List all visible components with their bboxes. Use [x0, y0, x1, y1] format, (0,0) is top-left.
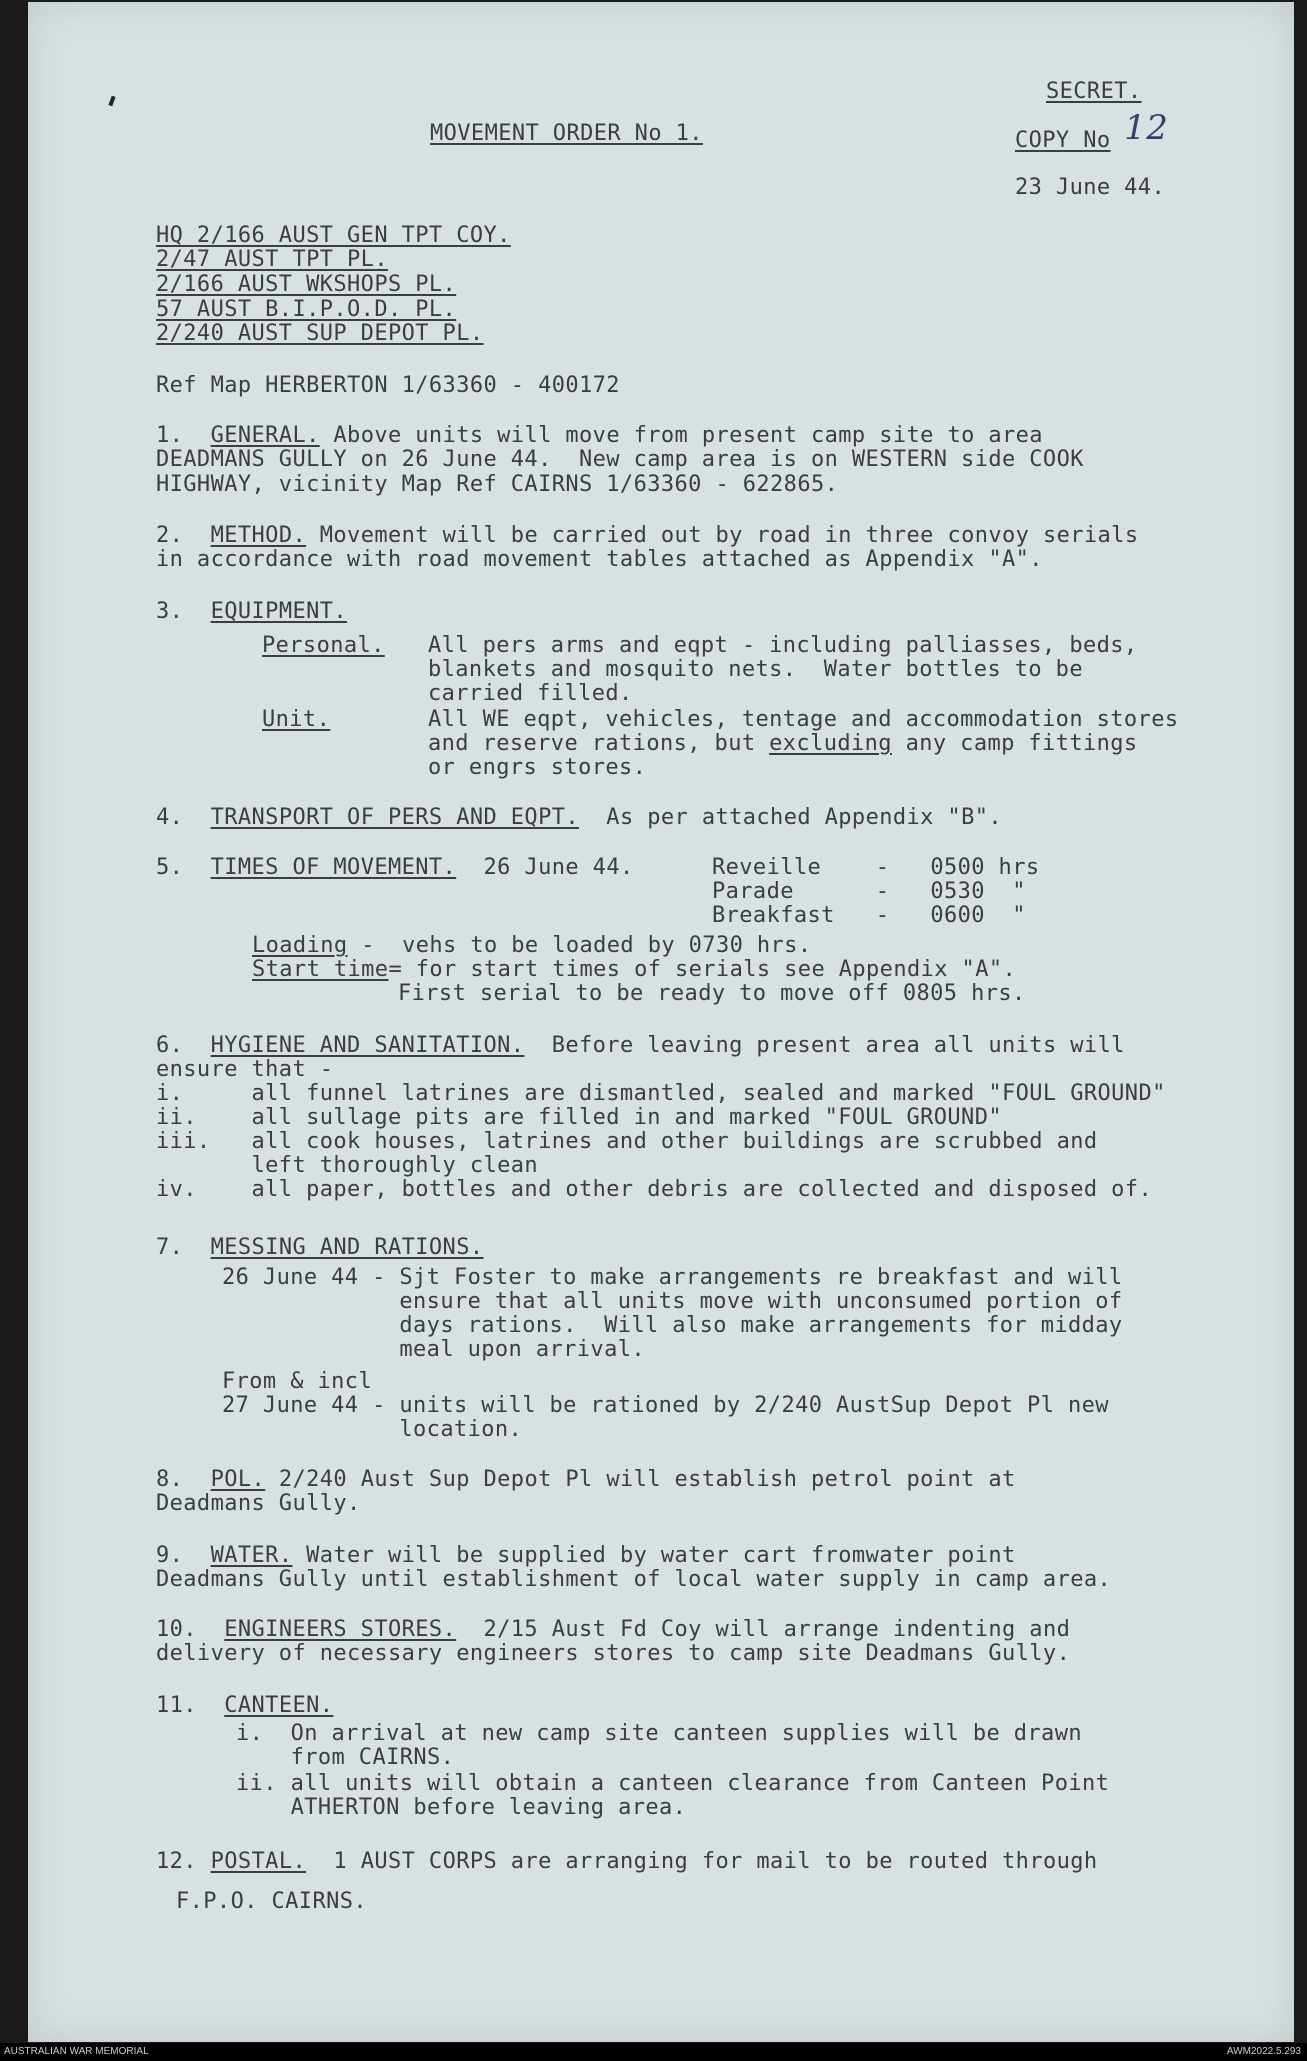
footer-id: AWM2022.5.293: [1226, 2046, 1301, 2057]
para-postal: 12. POSTAL. 1 AUST CORPS are arranging for mail to be routed through: [156, 1849, 1098, 1874]
messing-line: meal upon arrival.: [222, 1337, 645, 1362]
ref-map: Ref Map HERBERTON 1/63360 - 400172: [156, 373, 620, 398]
unit-line: 2/240 AUST SUP DEPOT PL.: [156, 321, 484, 346]
footer-source: AUSTRALIAN WAR MEMORIAL: [4, 2046, 149, 2057]
para-equipment: 3. EQUIPMENT.: [156, 599, 348, 624]
personal-text: blankets and mosquito nets. Water bottles to be: [428, 657, 1083, 682]
para-transport: 4. TRANSPORT OF PERS AND EQPT. As per attached Appendix "B".: [156, 805, 1003, 830]
para-canteen: 11. CANTEEN.: [156, 1693, 334, 1718]
page-title: MOVEMENT ORDER No 1.: [430, 121, 703, 146]
para-postal-line: F.P.O. CAIRNS.: [176, 1889, 368, 1914]
list-item: left thoroughly clean: [156, 1153, 539, 1178]
unit-line: 57 AUST B.I.P.O.D. PL.: [156, 297, 457, 322]
list-item: iv. all paper, bottles and other debris are collected and disposed of.: [156, 1177, 1153, 1202]
messing-line: days rations. Will also make arrangements for midday: [222, 1313, 1123, 1338]
start-time-line: Start time= for start times of serials see Appendix "A".: [252, 957, 1017, 982]
messing-line: ensure that all units move with unconsumed portion of: [222, 1289, 1123, 1314]
messing-line: 26 June 44 - Sjt Foster to make arrangements re breakfast and will: [222, 1265, 1123, 1290]
times-row: Reveille - 0500 hrs: [712, 855, 1040, 880]
canteen-line: ii. all units will obtain a canteen clearance from Canteen Point: [236, 1771, 1110, 1796]
messing-line: location.: [222, 1417, 523, 1442]
para-water-line: Deadmans Gully until establishment of local water supply in camp area.: [156, 1567, 1112, 1592]
canteen-line: from CAIRNS.: [236, 1745, 455, 1770]
secret-label: SECRET.: [1046, 79, 1142, 104]
personal-label: Personal.: [262, 633, 385, 658]
para-hygiene-line: ensure that -: [156, 1057, 334, 1082]
copy-label: COPY No: [1015, 128, 1111, 153]
para-pol-line: Deadmans Gully.: [156, 1491, 361, 1516]
para-engineers-line: delivery of necessary engineers stores to camp site Deadmans Gully.: [156, 1641, 1071, 1666]
document-date: 23 June 44.: [1015, 175, 1166, 200]
unit-line: 2/47 AUST TPT PL.: [156, 247, 388, 272]
para-engineers: 10. ENGINEERS STORES. 2/15 Aust Fd Coy will arrange indenting and: [156, 1617, 1071, 1642]
list-item: iii. all cook houses, latrines and other buildings are scrubbed and: [156, 1129, 1098, 1154]
list-item: i. all funnel latrines are dismantled, sealed and marked "FOUL GROUND": [156, 1081, 1166, 1106]
archive-footer: [0, 2043, 1307, 2061]
para-times: 5. TIMES OF MOVEMENT. 26 June 44.: [156, 855, 634, 880]
unit-text: or engrs stores.: [428, 755, 647, 780]
para-general-line: DEADMANS GULLY on 26 June 44. New camp area is on WESTERN side COOK: [156, 447, 1084, 472]
canteen-line: i. On arrival at new camp site canteen supplies will be drawn: [236, 1721, 1082, 1746]
para-general: 1. GENERAL. Above units will move from present camp site to area: [156, 423, 1043, 448]
start-time-line: First serial to be ready to move off 0805 hrs.: [398, 981, 1026, 1006]
messing-line: From & incl: [222, 1369, 373, 1394]
copy-number: 12: [1124, 108, 1169, 148]
unit-text: All WE eqpt, vehicles, tentage and accommodation stores: [428, 707, 1179, 732]
para-method: 2. METHOD. Movement will be carried out by road in three convoy serials: [156, 523, 1139, 548]
para-water: 9. WATER. Water will be supplied by water cart fromwater point: [156, 1543, 1016, 1568]
messing-line: 27 June 44 - units will be rationed by 2/240 AustSup Depot Pl new: [222, 1393, 1109, 1418]
list-item: ii. all sullage pits are filled in and marked "FOUL GROUND": [156, 1105, 1002, 1130]
unit-line: HQ 2/166 AUST GEN TPT COY.: [156, 223, 511, 248]
para-pol: 8. POL. 2/240 Aust Sup Depot Pl will establish petrol point at: [156, 1467, 1016, 1492]
para-hygiene: 6. HYGIENE AND SANITATION. Before leaving present area all units will: [156, 1033, 1125, 1058]
times-row: Breakfast - 0600 ": [712, 903, 1026, 928]
personal-text: All pers arms and eqpt - including palliasses, beds,: [428, 633, 1138, 658]
unit-line: 2/166 AUST WKSHOPS PL.: [156, 272, 457, 297]
unit-text: and reserve rations, but excluding any camp fittings: [428, 731, 1138, 756]
unit-label: Unit.: [262, 707, 331, 732]
para-general-line: HIGHWAY, vicinity Map Ref CAIRNS 1/63360 - 622865.: [156, 472, 839, 497]
para-method-line: in accordance with road movement tables attached as Appendix "A".: [156, 547, 1043, 572]
loading-line: Loading - vehs to be loaded by 0730 hrs.: [252, 933, 812, 958]
para-messing: 7. MESSING AND RATIONS.: [156, 1235, 484, 1260]
times-row: Parade - 0530 ": [712, 879, 1026, 904]
canteen-line: ATHERTON before leaving area.: [236, 1795, 687, 1820]
copy-number-line: [1015, 108, 1169, 153]
personal-text: carried filled.: [428, 681, 633, 706]
